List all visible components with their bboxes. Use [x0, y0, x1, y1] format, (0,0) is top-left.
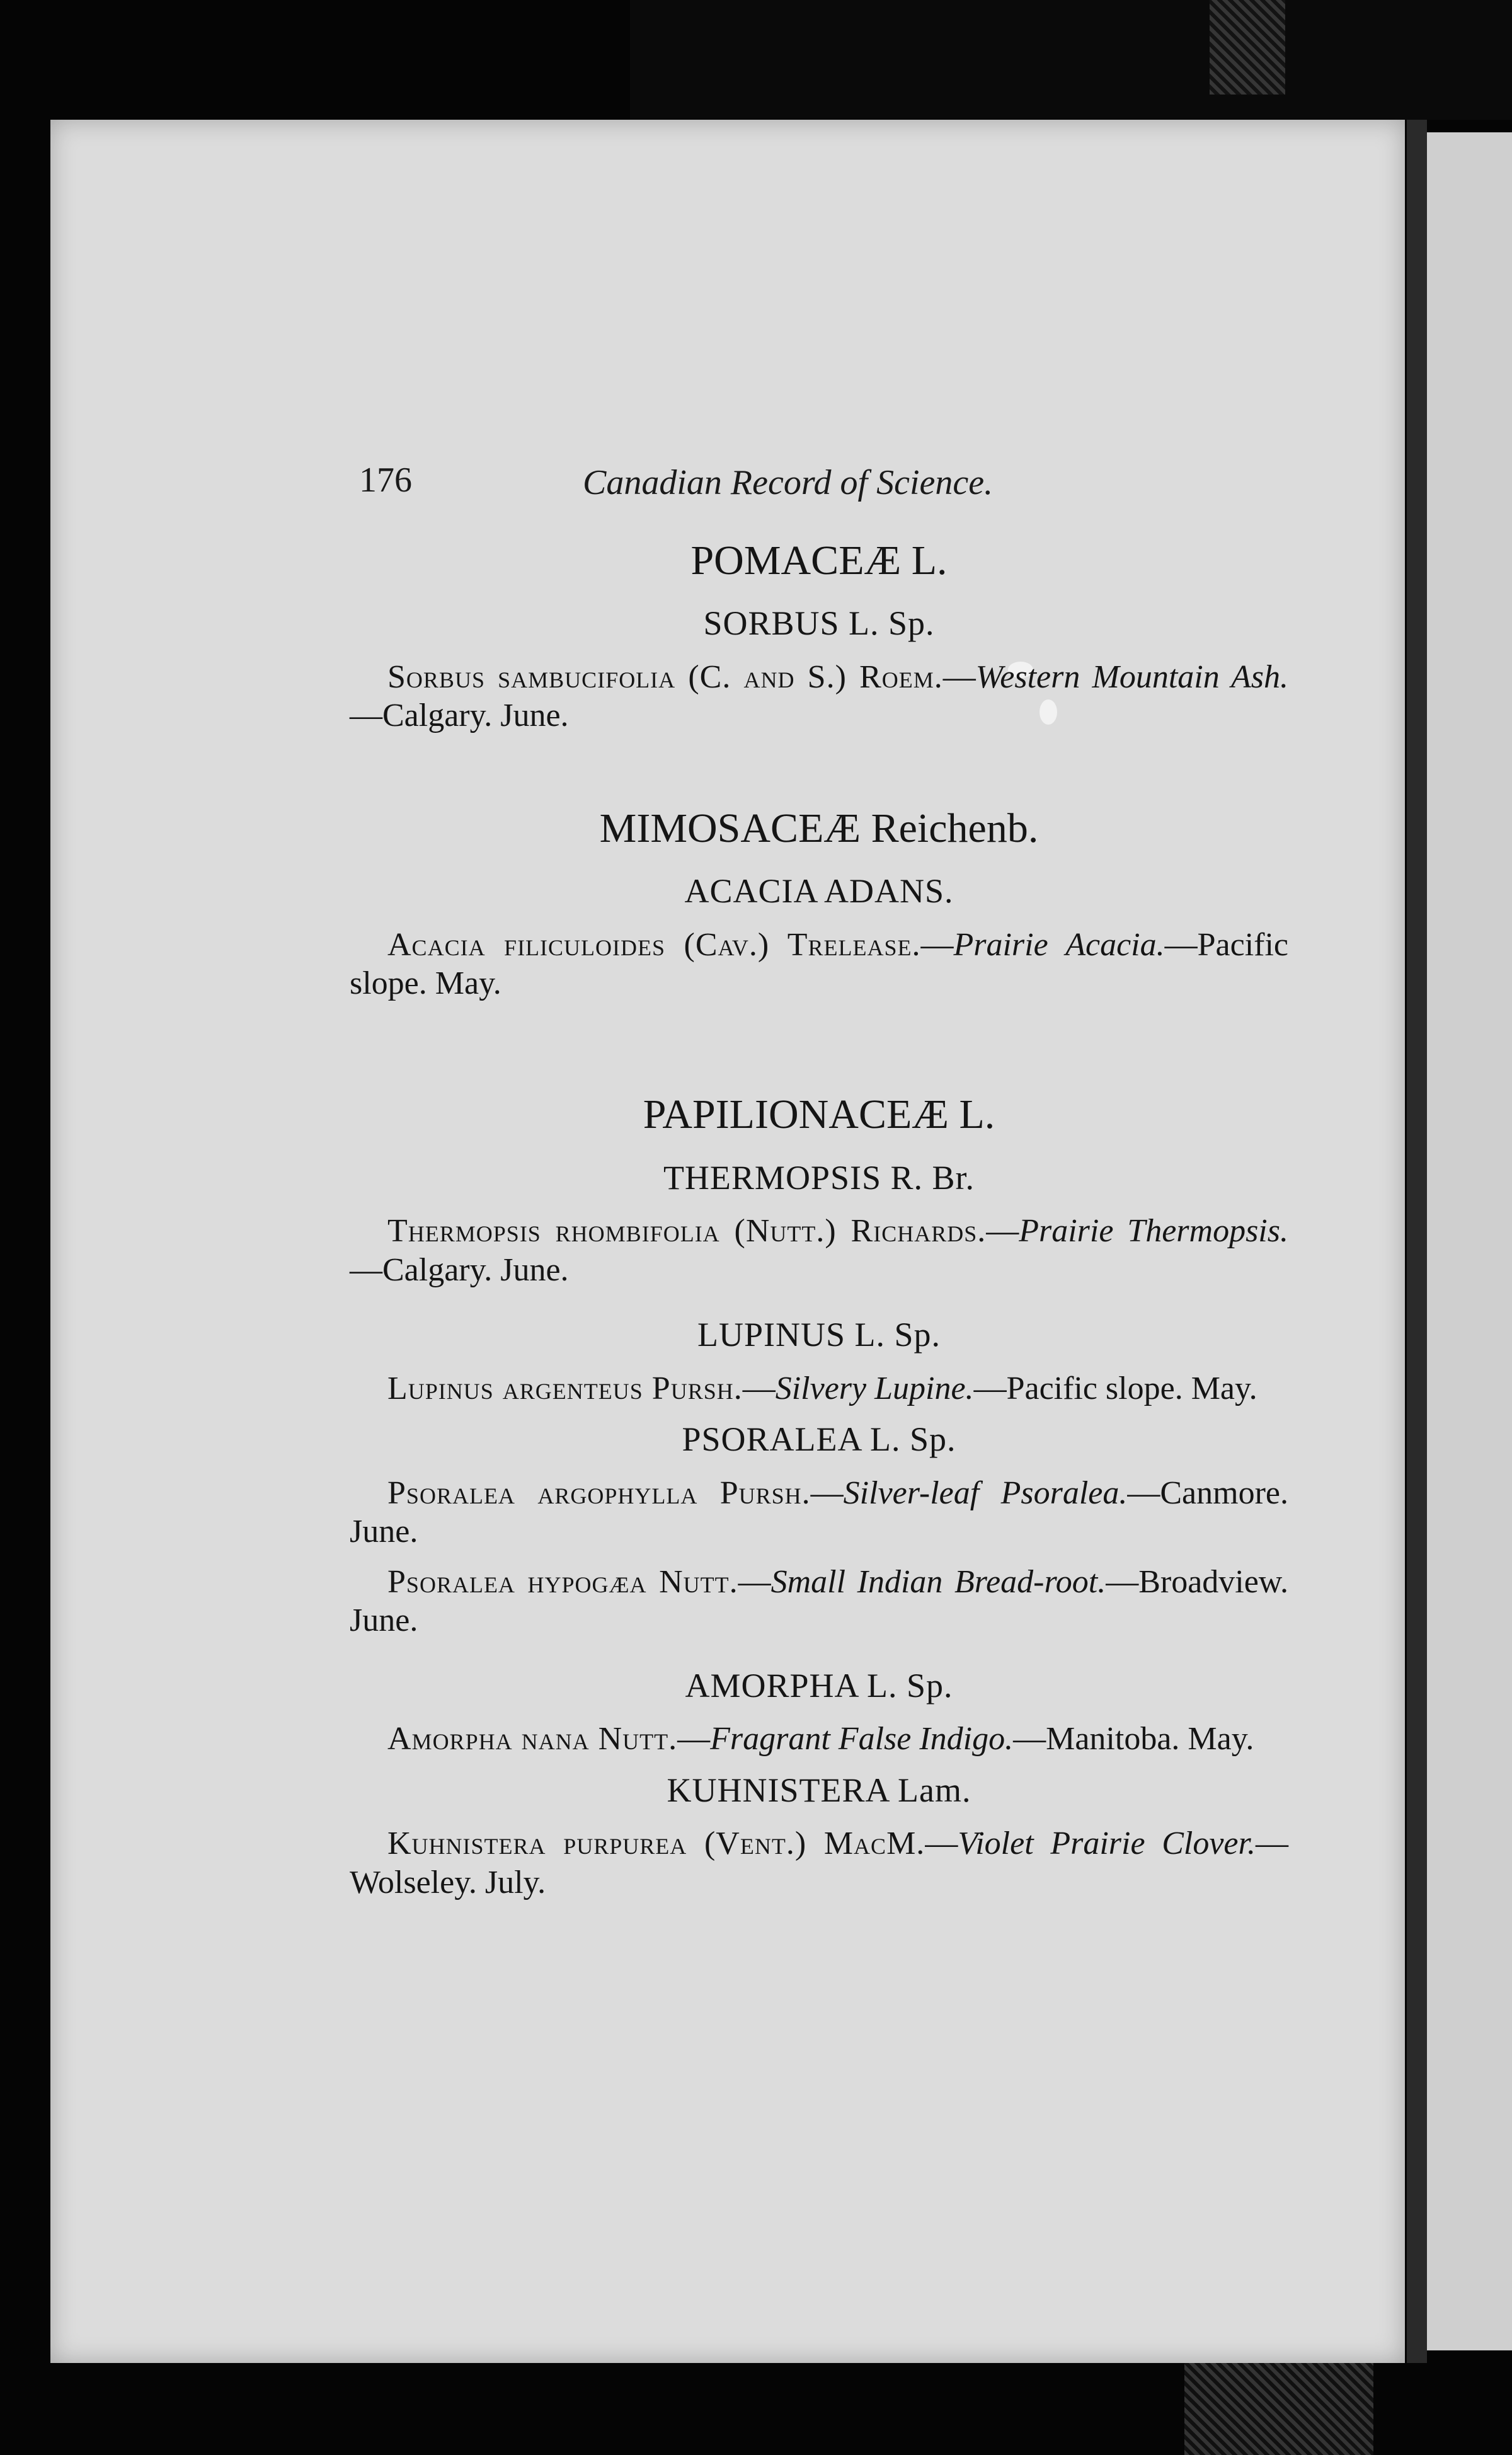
genus-heading: LUPINUS L. Sp. — [697, 1316, 941, 1354]
species-entry: Thermopsis rhombifolia (Nutt.) Richards.—Prairie Thermopsis.—Calgary. June. — [350, 1213, 1288, 1288]
species-name: Kuhnistera purpurea (Vent.) MacM. — [387, 1825, 925, 1862]
common-name: Prairie Thermopsis. — [1019, 1213, 1288, 1250]
locality: —Pacific slope. May. — [350, 926, 1288, 1002]
genus-heading: ACACIA ADANS. — [684, 871, 954, 910]
page-number: 176 — [359, 461, 412, 500]
running-head: Canadian Record of Science. — [583, 463, 994, 502]
locality: —Calgary. June. — [350, 1251, 569, 1288]
species-name: Sorbus sambucifolia (C. and S.) Roem. — [387, 658, 943, 695]
genus-heading: SORBUS L. Sp. — [703, 604, 935, 643]
common-name: Violet Prairie Clover. — [958, 1825, 1256, 1862]
species-name: Psoralea hypogæa Nutt. — [387, 1563, 738, 1600]
page-body — [350, 536, 1288, 1913]
species-entry: Amorpha nana Nutt.—Fragrant False Indigo.—Manitoba. May. — [387, 1721, 1254, 1757]
locality: —Manitoba. May. — [1013, 1721, 1254, 1757]
genus-heading: THERMOPSIS R. Br. — [663, 1158, 975, 1197]
species-name: Psoralea argophylla Pursh. — [387, 1475, 811, 1512]
species-entry: Kuhnistera purpurea (Vent.) MacM.—Violet Prairie Clover.—Wolseley. July. — [350, 1825, 1288, 1900]
species-entry: Acacia filiculoides (Cav.) Trelease.—Prairie Acacia.—Pacific slope. May. — [350, 926, 1288, 1002]
locality: —Calgary. June. — [350, 698, 569, 734]
gutter-shadow — [1407, 120, 1427, 2363]
family-heading: POMACEÆ L. — [690, 538, 948, 584]
common-name: Silvery Lupine. — [775, 1370, 974, 1406]
species-entry: Psoralea argophylla Pursh.—Silver-leaf Psoralea.—Canmore. June. — [350, 1475, 1288, 1550]
common-name: Silver-leaf Psoralea. — [843, 1475, 1128, 1512]
locality: —Broadview. June. — [350, 1563, 1288, 1639]
species-name: Lupinus argenteus Pursh. — [387, 1370, 743, 1406]
common-name: Western Mountain Ash. — [975, 658, 1288, 695]
book-page — [50, 120, 1405, 2363]
species-entry: Psoralea hypogæa Nutt.—Small Indian Bread-root.—Broadview. June. — [350, 1563, 1288, 1639]
genus-heading: AMORPHA L. Sp. — [685, 1666, 953, 1705]
scan-edge-pattern — [1210, 0, 1285, 95]
species-entry: Lupinus argenteus Pursh.—Silvery Lupine.—Pacific slope. May. — [387, 1370, 1257, 1406]
species-name: Thermopsis rhombifolia (Nutt.) Richards. — [387, 1213, 987, 1250]
species-name: Acacia filiculoides (Cav.) Trelease. — [387, 926, 921, 963]
common-name: Fragrant False Indigo. — [710, 1721, 1014, 1757]
family-heading: MIMOSACEÆ Reichenb. — [599, 805, 1039, 851]
page-header — [50, 460, 1405, 517]
family-heading: PAPILIONACEÆ L. — [643, 1091, 995, 1138]
locality: —Pacific slope. May. — [973, 1370, 1257, 1406]
genus-heading: KUHNISTERA Lam. — [667, 1771, 971, 1809]
locality: —Canmore. June. — [350, 1475, 1288, 1550]
locality: —Wolseley. July. — [350, 1825, 1288, 1900]
common-name: Prairie Acacia. — [953, 926, 1165, 963]
scan-background — [630, 0, 1512, 120]
facing-page-edge — [1427, 132, 1512, 2350]
species-entry: Sorbus sambucifolia (C. and S.) Roem.—Western Mountain Ash.—Calgary. June. — [350, 658, 1288, 734]
common-name: Small Indian Bread-root. — [770, 1563, 1106, 1600]
species-name: Amorpha nana Nutt. — [387, 1721, 678, 1757]
genus-heading: PSORALEA L. Sp. — [682, 1420, 956, 1459]
